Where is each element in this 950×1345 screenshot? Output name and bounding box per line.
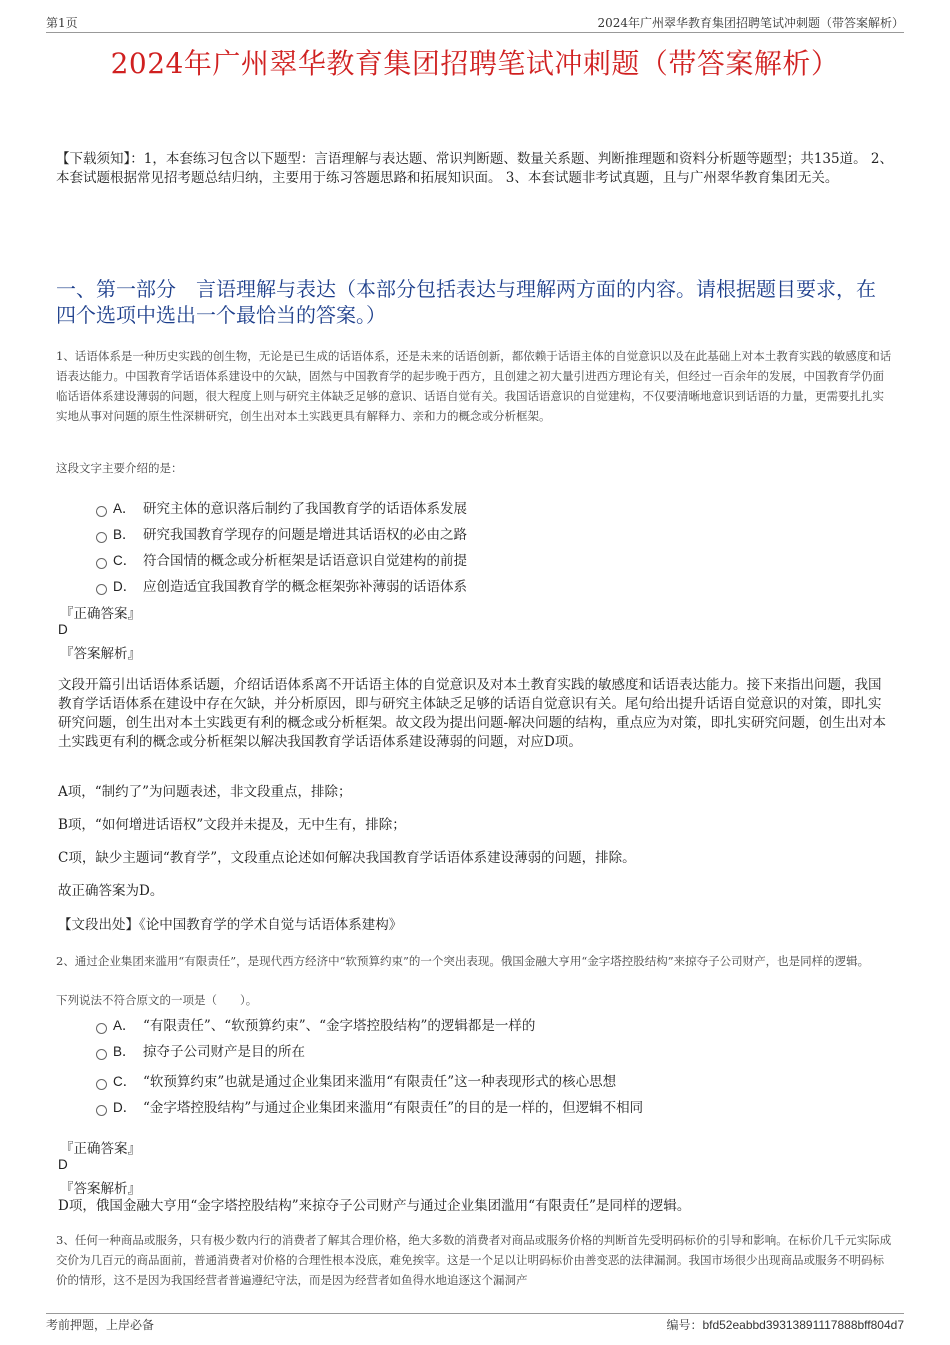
- header-doc-title: 2024年广州翠华教育集团招聘笔试冲刺题（带答案解析）: [597, 16, 904, 30]
- q1-source: 【文段出处】《论中国教育学的学术自觉与话语体系建构》: [58, 917, 403, 933]
- q1-answer-label: 『正确答案』: [60, 606, 141, 622]
- q1-answer: D: [58, 622, 68, 637]
- q1-analysis: 文段开篇引出话语体系话题，介绍话语体系离不开话语主体的自觉意识及对本土教育实践的敏感度和话语表达能力。接下来指出问题，我国教育学话语体系在建设中存在欠缺，并分析原因，即与研究主体缺乏足够的话语自觉意识有关。尾句给出提升话语自觉意识的对策，即扎实研究问题，创生出对本土实践更有利的概念或分析框架。故文段为提出问题-解决问题的结构，重点应为对策，即扎实研究问题，创生出对本土实践更有利的概念或分析框架以解决我国教育学话语体系建设薄弱的问题，对应D项。: [58, 677, 887, 750]
- radio-icon[interactable]: [96, 1079, 107, 1090]
- page-footer: [46, 1313, 904, 1332]
- q1-exp-b: B项，“如何增进话语权”文段并未提及，无中生有，排除；: [58, 817, 406, 833]
- q2-option-b[interactable]: B． 掠夺子公司财产是目的所在: [96, 1040, 305, 1060]
- radio-icon[interactable]: [96, 532, 107, 543]
- page-title: 2024年广州翠华教育集团招聘笔试冲刺题（带答案解析）: [110, 47, 840, 80]
- q1-exp-c: C项，缺少主题词“教育学”，文段重点论述如何解决我国教育学话语体系建设薄弱的问题，排除。: [58, 850, 636, 866]
- page-header: [46, 12, 904, 33]
- radio-icon[interactable]: [96, 506, 107, 517]
- q2-question: 下列说法不符合原文的一项是（ ）。: [56, 993, 258, 1007]
- q1-exp-a: A项，“制约了”为问题表述，非文段重点，排除；: [58, 784, 352, 800]
- q2-analysis-label: 『答案解析』: [60, 1181, 141, 1197]
- download-notice: 【下载须知】：1，本套练习包含以下题型：言语理解与表达题、常识判断题、数量关系题、判断推理题和资料分析题等题型；共135道。 2、本套试题根据常见招考题总结归纳，主要用于练习答题思路和拓展知识面。 3、本套试题非考试真题，且与广州翠华教育集团无关。: [56, 151, 893, 186]
- q2-option-c[interactable]: C． “软预算约束”也就是通过企业集团来滥用“有限责任”这一种表现形式的核心思想: [96, 1070, 616, 1090]
- radio-icon[interactable]: [96, 558, 107, 569]
- q2-answer: D: [58, 1157, 68, 1172]
- q1-option-c[interactable]: C． 符合国情的概念或分析框架是话语意识自觉建构的前提: [96, 549, 467, 569]
- q1-option-b[interactable]: B． 研究我国教育学现存的问题是增进其话语权的必由之路: [96, 523, 467, 543]
- radio-icon[interactable]: [96, 1105, 107, 1116]
- q1-question: 这段文字主要介绍的是：: [56, 461, 183, 475]
- q1-option-a[interactable]: A． 研究主体的意识落后制约了我国教育学的话语体系发展: [96, 497, 467, 517]
- radio-icon[interactable]: [96, 1049, 107, 1060]
- q1-analysis-label: 『答案解析』: [60, 646, 141, 662]
- q2-option-a[interactable]: A． “有限责任”、“软预算约束”、“金字塔控股结构”的逻辑都是一样的: [96, 1014, 535, 1034]
- document-id: 编号：bfd52eabbd39313891117888bff804d7: [666, 1318, 904, 1332]
- radio-icon[interactable]: [96, 584, 107, 595]
- q2-option-d[interactable]: D． “金字塔控股结构”与通过企业集团来滥用“有限责任”的目的是一样的，但逻辑不相同: [96, 1096, 643, 1116]
- q2-analysis: D项，俄国金融大亨用“金字塔控股结构”来掠夺子公司财产与通过企业集团滥用“有限责任”是同样的逻辑。: [58, 1198, 691, 1214]
- page-number: 第1页: [46, 16, 78, 30]
- section-title: 一、第一部分 言语理解与表达（本部分包括表达与理解两方面的内容。请根据题目要求，在四个选项中选出一个最恰当的答案。）: [56, 277, 876, 327]
- q1-stem: 1、话语体系是一种历史实践的创生物，无论是已生成的话语体系，还是未来的话语创新，都依赖于话语主体的自觉意识以及在此基础上对本土教育实践的敏感度和话语表达能力。中国教育学话语体系建设中的欠缺，固然与中国教育学的起步晚于西方，且创建之初大量引进西方理论有关，但经过一百余年的发展，中国教育学仍面临话语体系建设薄弱的问题，很大程度上则与研究主体缺乏足够的意识、话语自觉有关。我国话语意识的自觉建构，不仅要清晰地意识到话语的力量，更需要扎扎实实地从事对问题的原生性深耕研究，创生出对本土实践更具有解释力、亲和力的概念或分析框架。: [56, 349, 892, 423]
- q2-answer-label: 『正确答案』: [60, 1141, 141, 1157]
- q3-stem: 3、任何一种商品或服务，只有极少数内行的消费者了解其合理价格，绝大多数的消费者对商品或服务价格的判断首先受明码标价的引导和影响。在标价几千元实际成交价为几百元的商品面前，普通消费者对价格的合理性根本没底，难免挨宰。这是一个足以让明码标价由善变恶的法律漏洞。我国市场很少出现商品或服务不明码标价的情形，这不是因为我国经营者普遍遵纪守法，而是因为经营者如鱼得水地追逐这个漏洞产: [56, 1233, 892, 1287]
- q1-conclusion: 故正确答案为D。: [58, 883, 164, 899]
- radio-icon[interactable]: [96, 1023, 107, 1034]
- q2-stem: 2、通过企业集团来滥用“有限责任”，是现代西方经济中“软预算约束”的一个突出表现。俄国金融大亨用“金字塔控股结构”来掠夺子公司财产，也是同样的逻辑。: [56, 954, 870, 968]
- footer-slogan: 考前押题，上岸必备: [46, 1318, 155, 1332]
- q1-option-d[interactable]: D． 应创造适宜我国教育学的概念框架弥补薄弱的话语体系: [96, 575, 467, 595]
